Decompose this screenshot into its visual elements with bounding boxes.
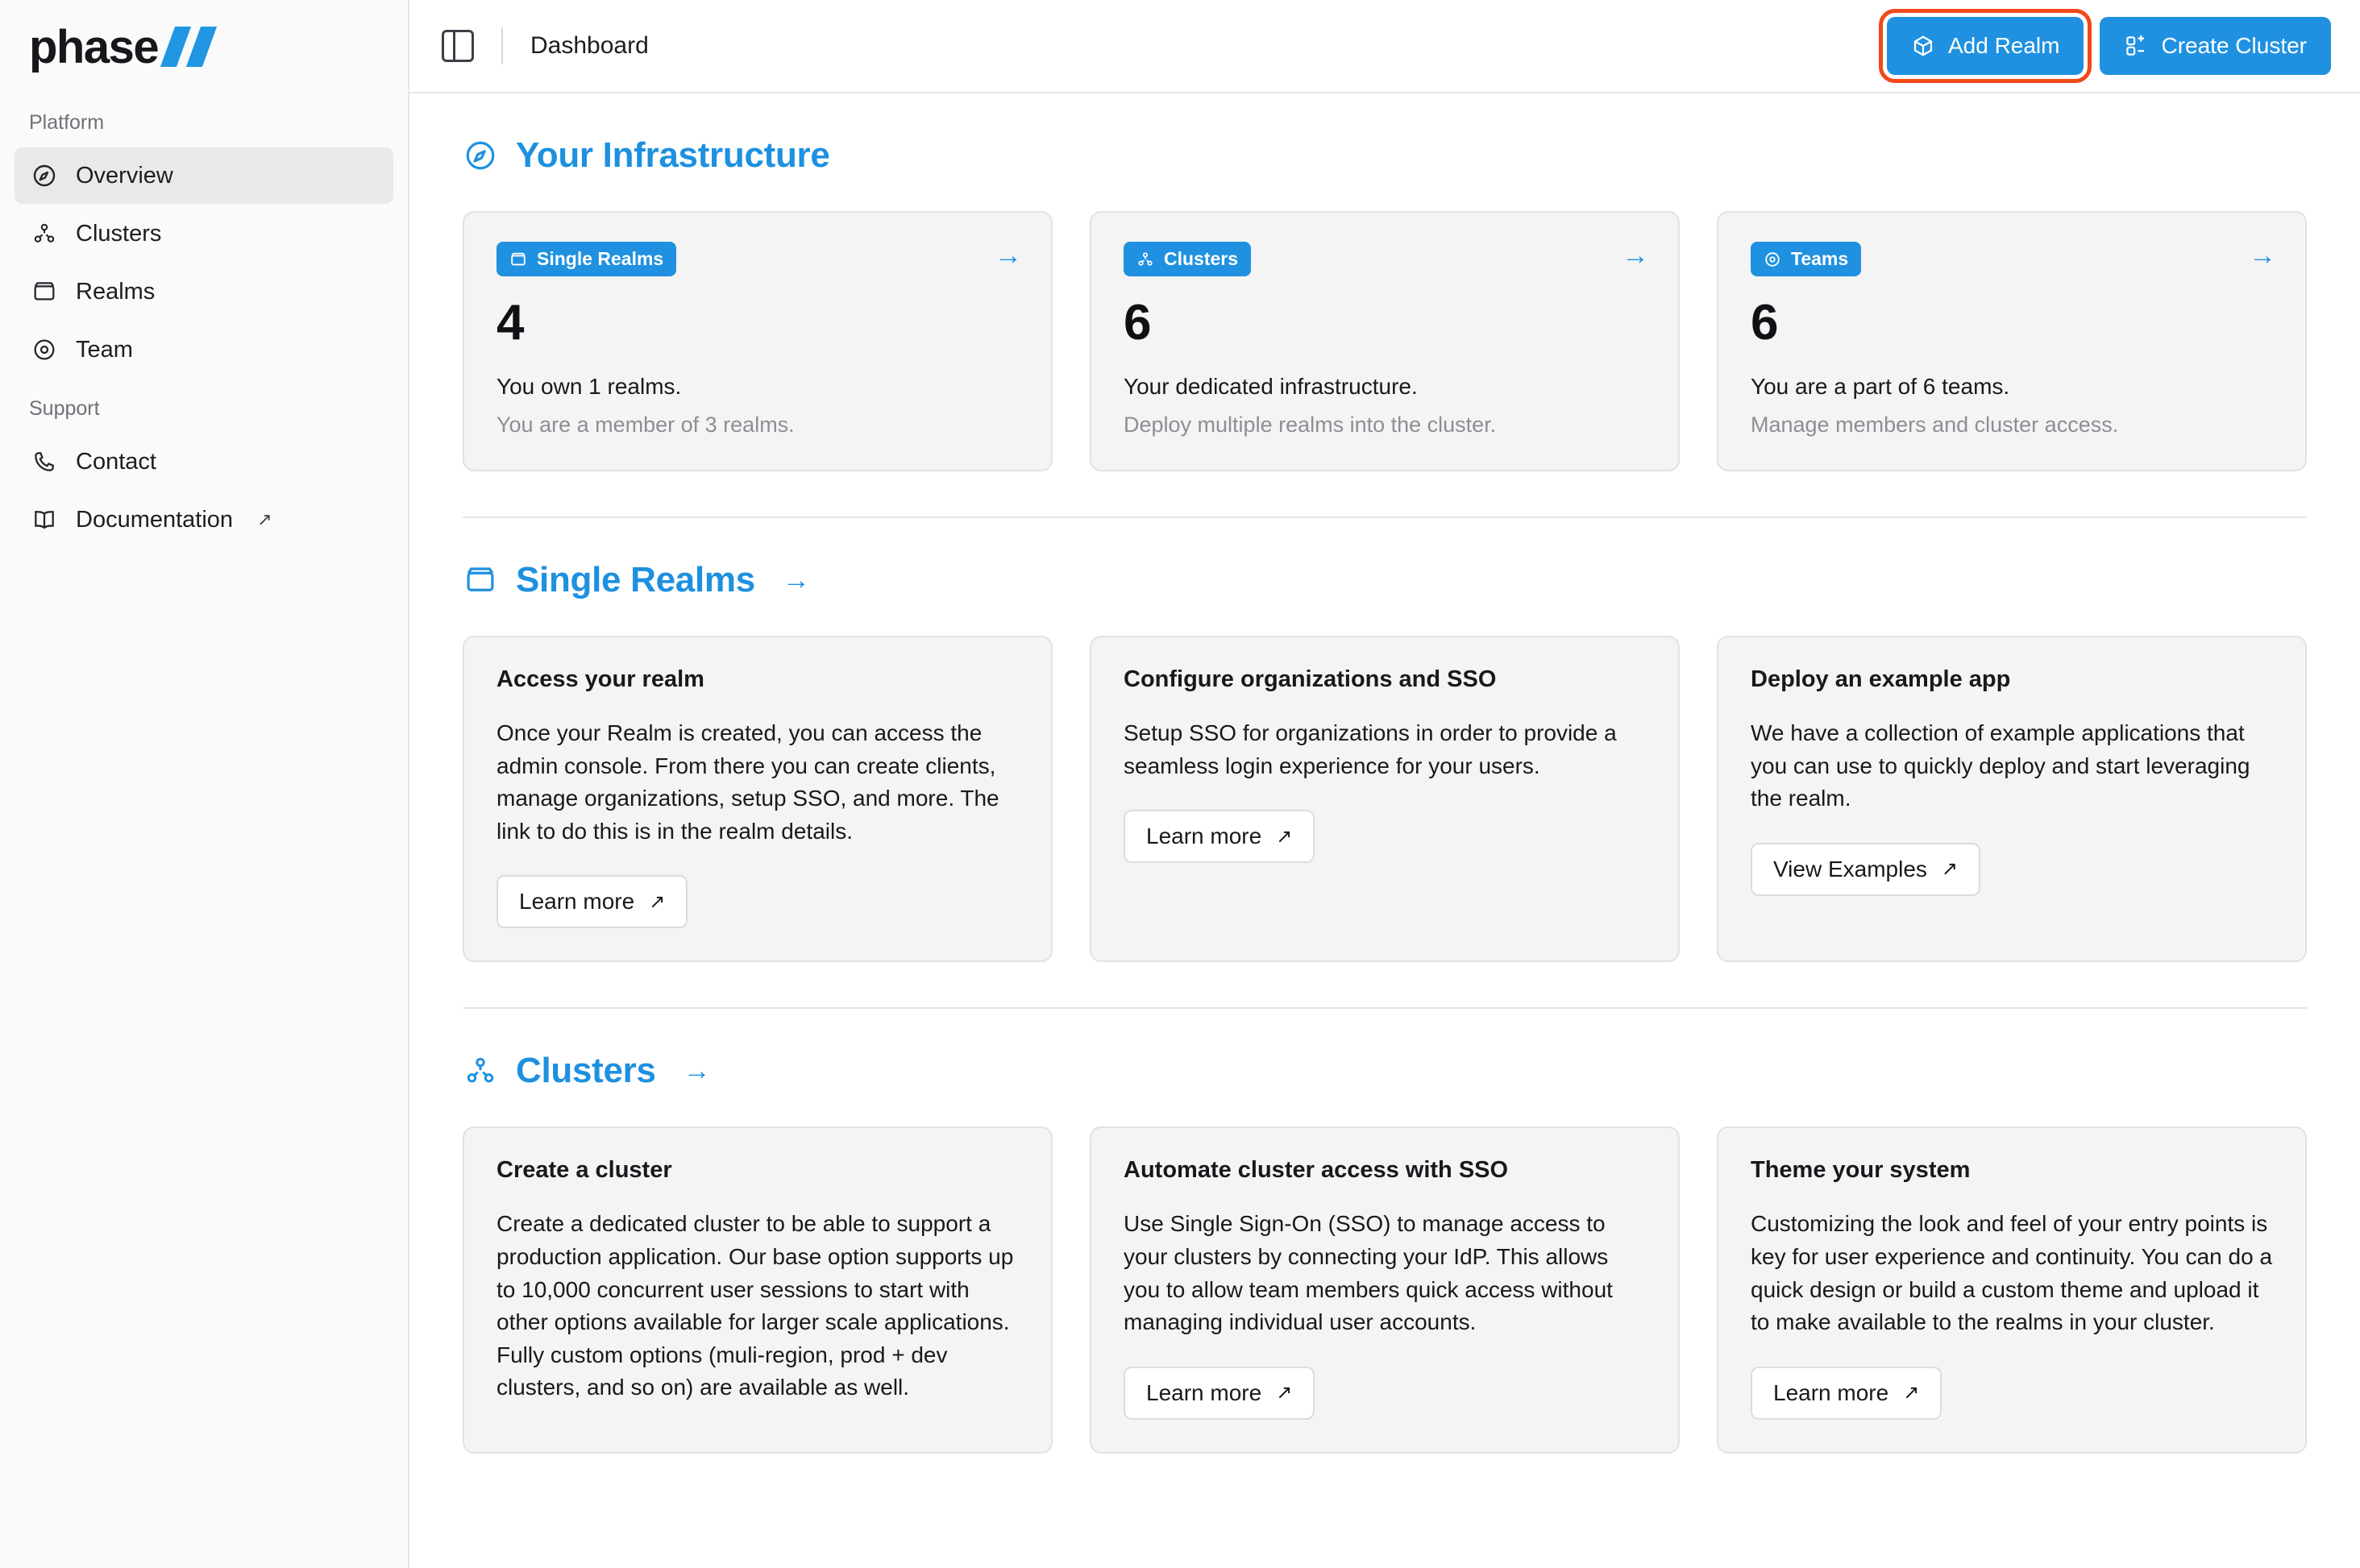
stat-primary-text: Your dedicated infrastructure. bbox=[1124, 374, 1418, 399]
create-cluster-button[interactable] bbox=[2100, 17, 2331, 75]
topbar-divider bbox=[501, 27, 503, 64]
realms-icon bbox=[509, 251, 527, 268]
learn-more-label: Learn more bbox=[1146, 1379, 1262, 1405]
stat-primary-text: You own 1 realms. bbox=[497, 374, 682, 399]
card-title: Automate cluster access with SSO bbox=[1124, 1157, 1509, 1184]
card-body: Once your Realm is created, you can access the admin console. From there you can create clients, manage organizations, setup SSO, and more. The link to do this is in the realm details. bbox=[497, 720, 999, 844]
single-realms-cards bbox=[463, 636, 2307, 962]
stat-secondary-text: You are a member of 3 realms. bbox=[497, 413, 795, 437]
add-realm-icon bbox=[1911, 34, 1935, 58]
arrow-right-icon[interactable]: → bbox=[683, 1055, 711, 1086]
add-realm-button[interactable] bbox=[1887, 17, 2084, 75]
stat-card-clusters[interactable] bbox=[1090, 211, 1680, 471]
learn-more-label: Learn more bbox=[1773, 1379, 1889, 1405]
dashboard-content bbox=[409, 93, 2360, 1568]
section-header-clusters bbox=[463, 1051, 2307, 1091]
card-body: We have a collection of example applications that you can use to quickly deploy and start leveraging the realm. bbox=[1751, 720, 2250, 811]
sidebar-item-label: Documentation bbox=[76, 506, 234, 533]
sidebar-section-platform-label: Platform bbox=[29, 111, 105, 134]
info-card-theme-your-system bbox=[1717, 1126, 2307, 1453]
sidebar-item-label: Realms bbox=[76, 278, 156, 305]
external-link-icon: ↗ bbox=[649, 890, 666, 913]
sidebar-item-contact[interactable] bbox=[15, 433, 393, 490]
sidebar-item-documentation[interactable] bbox=[15, 492, 393, 548]
toggle-sidebar-icon[interactable] bbox=[442, 30, 474, 62]
info-card-configure-sso bbox=[1090, 636, 1680, 962]
learn-more-button[interactable] bbox=[497, 875, 688, 928]
learn-more-button[interactable] bbox=[1124, 810, 1315, 863]
external-link-icon: ↗ bbox=[1276, 1382, 1293, 1404]
clusters-icon bbox=[31, 220, 58, 247]
external-link-icon: ↗ bbox=[257, 509, 272, 529]
learn-more-button[interactable] bbox=[1751, 1367, 1942, 1420]
section-divider bbox=[463, 516, 2307, 518]
badge-label: Single Realms bbox=[537, 248, 664, 269]
stat-primary-text: You are a part of 6 teams. bbox=[1751, 374, 2010, 399]
section-title: Single Realms bbox=[516, 560, 755, 599]
section-title: Clusters bbox=[516, 1051, 656, 1091]
infrastructure-cards bbox=[463, 211, 2307, 471]
badge-label: Teams bbox=[1791, 248, 1849, 269]
sidebar-item-label: Contact bbox=[76, 448, 156, 475]
info-card-create-a-cluster bbox=[463, 1126, 1053, 1453]
info-card-access-your-realm bbox=[463, 636, 1053, 962]
stat-secondary-text: Deploy multiple realms into the cluster. bbox=[1124, 413, 1497, 437]
external-link-icon: ↗ bbox=[1903, 1382, 1920, 1404]
sidebar-item-clusters[interactable] bbox=[15, 205, 393, 262]
card-body: Create a dedicated cluster to be able to support a production application. Our base option supports up to 10,000 concurrent user sessions to start with other options available for larger scale applications. Fully custom options (muli-region, prod + dev clusters, and so on) are available as well. bbox=[497, 1211, 1014, 1400]
compass-icon bbox=[463, 138, 498, 173]
arrow-right-icon[interactable]: → bbox=[782, 564, 810, 595]
arrow-right-icon[interactable]: → bbox=[2249, 240, 2276, 271]
brand-name: phase bbox=[29, 20, 159, 73]
stat-value: 4 bbox=[497, 295, 525, 351]
sidebar-section-support-label: Support bbox=[29, 397, 100, 420]
badge-label: Clusters bbox=[1164, 248, 1239, 269]
status-badge bbox=[497, 242, 676, 276]
stat-value: 6 bbox=[1751, 295, 1779, 351]
create-cluster-label: Create Cluster bbox=[2161, 33, 2307, 58]
clusters-icon bbox=[463, 1053, 498, 1089]
add-realm-label: Add Realm bbox=[1947, 33, 2060, 58]
brand-logo[interactable] bbox=[0, 0, 408, 93]
section-divider bbox=[463, 1007, 2307, 1009]
topbar-actions bbox=[1887, 17, 2331, 75]
sidebar-item-label: Team bbox=[76, 336, 133, 363]
info-card-automate-cluster-access bbox=[1090, 1126, 1680, 1453]
main-area bbox=[409, 0, 2360, 1568]
compass-icon bbox=[31, 162, 58, 189]
sidebar-item-label: Overview bbox=[76, 162, 173, 189]
team-icon bbox=[31, 336, 58, 363]
view-examples-button[interactable] bbox=[1751, 843, 1980, 896]
learn-more-label: Learn more bbox=[519, 889, 635, 915]
breadcrumb: Dashboard bbox=[530, 32, 649, 59]
card-title: Deploy an example app bbox=[1751, 666, 2011, 692]
arrow-right-icon[interactable]: → bbox=[995, 240, 1022, 271]
card-title: Create a cluster bbox=[497, 1157, 672, 1184]
sidebar-item-label: Clusters bbox=[76, 220, 162, 247]
section-header-infrastructure bbox=[463, 135, 2307, 176]
create-cluster-icon bbox=[2124, 34, 2148, 58]
view-examples-label: View Examples bbox=[1773, 856, 1927, 881]
book-icon bbox=[31, 506, 58, 533]
info-card-deploy-example-app bbox=[1717, 636, 2307, 962]
stat-card-single-realms[interactable] bbox=[463, 211, 1053, 471]
sidebar-item-team[interactable] bbox=[15, 321, 393, 378]
status-badge bbox=[1751, 242, 1861, 276]
realms-icon bbox=[463, 562, 498, 598]
status-badge bbox=[1124, 242, 1251, 276]
card-body: Setup SSO for organizations in order to provide a seamless login experience for your users. bbox=[1124, 720, 1617, 778]
arrow-right-icon[interactable]: → bbox=[1622, 240, 1649, 271]
page-title: Your Infrastructure bbox=[516, 135, 830, 175]
sidebar-item-overview[interactable] bbox=[15, 147, 393, 204]
card-title: Access your realm bbox=[497, 666, 704, 692]
contact-icon bbox=[31, 448, 58, 475]
external-link-icon: ↗ bbox=[1276, 825, 1293, 848]
learn-more-button[interactable] bbox=[1124, 1367, 1315, 1420]
clusters-icon bbox=[1136, 251, 1154, 268]
learn-more-label: Learn more bbox=[1146, 823, 1262, 849]
stat-value: 6 bbox=[1124, 295, 1152, 351]
logo-slashes-icon bbox=[161, 27, 221, 67]
card-title: Configure organizations and SSO bbox=[1124, 666, 1497, 692]
card-body: Customizing the look and feel of your entry points is key for user experience and continuity. You can do a quick design or build a custom theme and upload it to make available to the realms in your cluster. bbox=[1751, 1211, 2273, 1335]
realms-icon bbox=[31, 278, 58, 305]
stat-card-teams[interactable] bbox=[1717, 211, 2307, 471]
sidebar bbox=[0, 0, 409, 1568]
team-icon bbox=[1764, 251, 1781, 268]
top-bar bbox=[409, 0, 2360, 93]
card-body: Use Single Sign-On (SSO) to manage access to your clusters by connecting your IdP. This allows you to allow team members quick access without managing individual user accounts. bbox=[1124, 1211, 1613, 1335]
stat-secondary-text: Manage members and cluster access. bbox=[1751, 413, 2119, 437]
external-link-icon: ↗ bbox=[1941, 858, 1959, 881]
card-title: Theme your system bbox=[1751, 1157, 1971, 1184]
section-header-single-realms bbox=[463, 560, 2307, 600]
clusters-cards bbox=[463, 1126, 2307, 1453]
sidebar-item-realms[interactable] bbox=[15, 263, 393, 320]
